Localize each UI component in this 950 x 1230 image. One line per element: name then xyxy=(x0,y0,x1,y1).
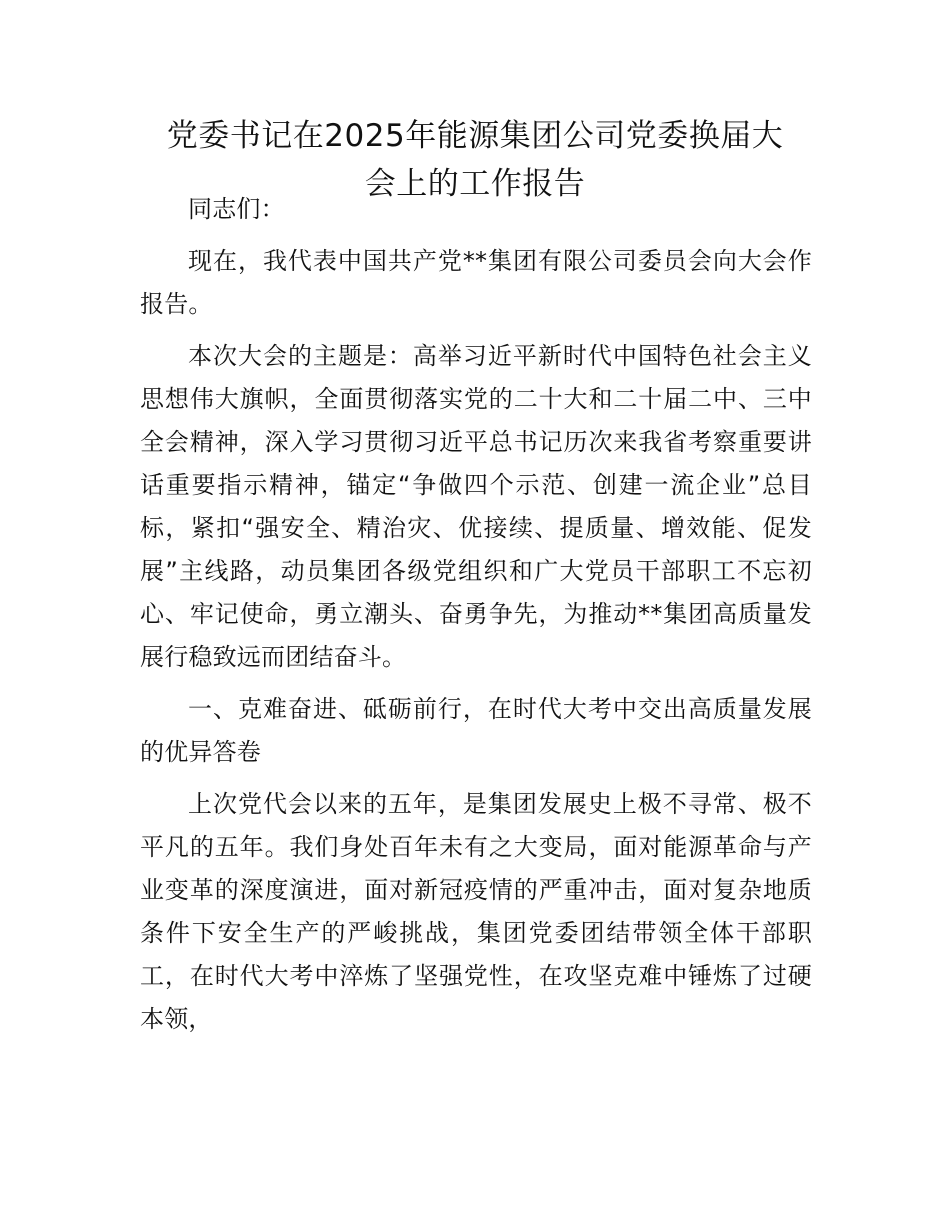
paragraph-review: 上次党代会以来的五年，是集团发展史上极不寻常、极不平凡的五年。我们身处百年未有之大变局，面对能源革命与产业变革的深度演进，面对新冠疫情的严重冲击，面对复杂地质条件下安全生产的严峻挑战，集团党委团结带领全体干部职工，在时代大考中淬炼了坚强党性，在攻坚克难中锤炼了过硬本领， xyxy=(140,790,812,1033)
salutation: 同志们： xyxy=(188,195,285,223)
document-body xyxy=(140,188,812,1050)
title-line-2: 会上的工作报告 xyxy=(364,166,586,202)
title-line-1: 党委书记在2025年能源集团公司党委换届大 xyxy=(166,118,784,154)
paragraph-opening: 现在，我代表中国共产党**集团有限公司委员会向大会作报告。 xyxy=(140,247,812,318)
paragraph-theme: 本次大会的主题是：高举习近平新时代中国特色社会主义思想伟大旗帜，全面贯彻落实党的二十大和二十届二中、三中全会精神，深入学习贯彻习近平总书记历次来我省考察重要讲话重要指示精神，锚定“争做四个示范、创建一流企业”总目标，紧扣“强安全、精治灾、优接续、提质量、增效能、促发展”主线路，动员集团各级党组织和广大党员干部职工不忘初心、牢记使命，勇立潮头、奋勇争先，为推动**集团高质量发展行稳致远而团结奋斗。 xyxy=(140,342,812,671)
section-heading-1: 一、克难奋进、砥砺前行，在时代大考中交出高质量发展的优异答卷 xyxy=(140,695,812,766)
